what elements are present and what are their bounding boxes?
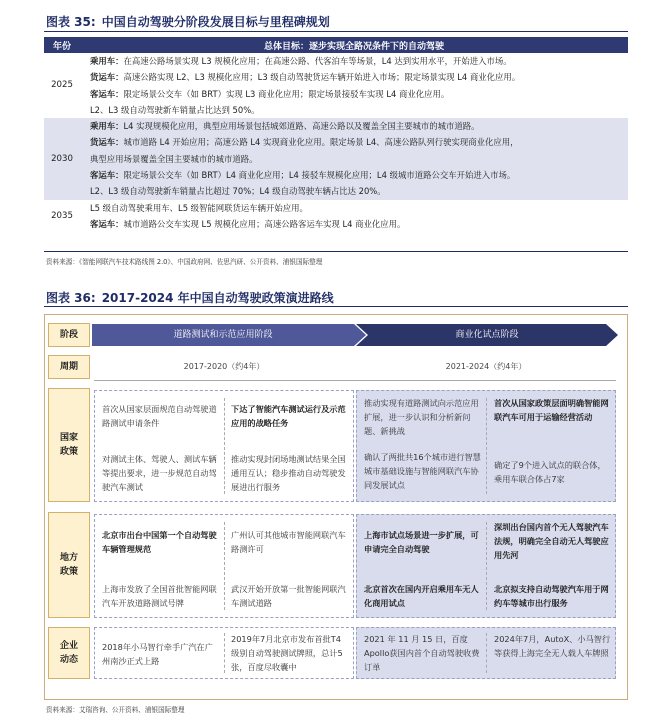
label-stage: 阶段: [48, 323, 90, 347]
row-line: L5 级自动驾驶乘用车、L5 级智能网联货运车辆开始应用。: [90, 202, 308, 213]
divider: [486, 398, 487, 494]
figure-35-title: [46, 13, 330, 30]
row-content: [80, 53, 628, 118]
row-content: [80, 200, 628, 233]
table-row: [44, 53, 628, 118]
national-item: 下达了智能汽车测试运行及示范应用的战略任务: [231, 404, 346, 428]
row-line: 客运车：限定场景公交车（如 BRT）L4 商业化应用；L4 接驳车规模化应用；L4 级城市道路公交车开始进入市场。: [90, 170, 516, 181]
national-item: 推动实现封闭场地测试结果全国通用互认；稳步推动自动驾驶发展进出行服务: [231, 454, 346, 492]
row-line: 货运车：高速公路实现 L2、L3 规模化应用；L3 级自动驾驶货运车辆开始进入市场；限定场景实现 L4 商业化应用。: [90, 72, 521, 83]
table-row: [44, 200, 628, 233]
label-enterprise: 企业动态: [48, 627, 90, 679]
header-goal: 总体目标：逐步实现全路况条件下的自动驾驶: [80, 37, 628, 53]
figure-35-rule: [44, 31, 628, 32]
figure-36-source: 资料来源：艾瑞咨询、公开资料、浦银国际整理: [46, 706, 185, 714]
row-year: 2035: [44, 200, 80, 233]
divider: [486, 633, 487, 673]
row-line: L2、L3 级自动驾驶新车销量占比超过 70%；L4 级自动驾驶车辆占比达 20%。: [90, 186, 386, 197]
row-line: L2、L3 级自动驾驶新车销量占比达到 50%。: [90, 104, 260, 115]
local-item: 广州认可其他城市智能网联汽车路测许可: [231, 530, 346, 554]
row-line: 乘用车：L4 实现规模化应用，典型应用场景包括城郊道路、高速公路以及覆盖全国主要城市的城市道路。: [90, 121, 480, 132]
national-item: 首次从国家层面规范自动驾驶道路测试申请条件: [102, 404, 217, 428]
enterprise-item: 2018年小马智行牵手广汽在广州南沙正式上路: [102, 642, 213, 666]
national-item: 确定了9个进入试点的联合体，乘用车联合体占7家: [494, 460, 606, 484]
row-content: [80, 118, 628, 199]
row-line: 客运车：限定场景公交车（如 BRT）实现 L3 商业化应用；限定场景接驳车实现 L4 商业化应用。: [90, 88, 450, 99]
local-item: 上海市发放了全国首批智能网联汽车开放道路测试号牌: [102, 584, 217, 608]
local-item: 北京首次在国内开启乘用车无人化商用试点: [364, 584, 479, 608]
local-item: 北京拟支持自动驾驶汽车用于网约车等城市出行服务: [494, 584, 609, 608]
row-line: 货运车：城市道路 L4 开始应用；高速公路 L4 实现商业化应用。限定场景 L4、高速公路队列行驶实现商业化应用，: [90, 137, 519, 148]
divider: [224, 522, 225, 610]
figure-35-label: 图表 35:: [46, 15, 96, 29]
table-header-row: [44, 37, 628, 53]
figure-35-caption: 中国自动驾驶分阶段发展目标与里程碑规划: [101, 15, 330, 29]
enterprise-item: 2021 年 11 月 15 日，百度Apollo获国内首个自动驾驶收费订单: [364, 634, 480, 672]
national-item: 推动实现有道路测试向示范应用扩展，进一步认识和分析新问题、新挑战: [364, 398, 479, 436]
row-line: 客运车：城市道路公交车实现 L5 规模化应用；高速公路客运车实现 L4 商业化应用。: [90, 218, 406, 229]
milestone-table: [44, 37, 628, 232]
row-line: 典型应用场景覆盖全国主要城市的城市道路。: [90, 153, 258, 164]
local-item: 武汉开始开放第一批智能网联汽车测试道路: [231, 584, 346, 608]
period-2: 2021-2024（约4年）: [445, 362, 527, 371]
period-1: 2017-2020（约4年）: [183, 362, 265, 371]
divider: [486, 522, 487, 610]
national-item: 确认了两批共16个城市进行智慧城市基础设施与智能网联汽车协同发展试点: [364, 452, 481, 490]
table-bottom-rule: [44, 251, 628, 252]
row-year: 2030: [44, 118, 80, 199]
row-year: 2025: [44, 53, 80, 118]
local-item: 上海市试点场景进一步扩展，可申请完全自动驾驶: [364, 530, 479, 554]
header-year: 年份: [44, 37, 80, 53]
divider: [224, 633, 225, 673]
national-item: 对测试主体、驾驶人、测试车辆等提出要求，进一步规范自动驾驶汽车测试: [102, 454, 217, 492]
table-row: [44, 118, 628, 199]
figure-36-rule: [44, 306, 628, 307]
label-national-policy: 国家政策: [48, 388, 90, 502]
local-item: 深圳出台国内首个无人驾驶汽车法规，明确完全自动无人驾驶应用先河: [494, 522, 609, 560]
stage-2-label: 商业化试点阶段: [455, 330, 519, 340]
stage-1-label: 道路测试和示范应用阶段: [173, 330, 273, 340]
label-local-policy: 地方政策: [48, 512, 90, 618]
label-period: 周期: [48, 355, 90, 379]
national-item: 首次从国家政策层面明确智能网联汽车可用于运输经营活动: [494, 398, 609, 422]
enterprise-item: 2019年7月北京市发布首批T4级别自动驾驶测试牌照，总计5张，百度尽收囊中: [231, 634, 343, 672]
enterprise-item: 2024年7月，AutoX、小马智行等获得上海完全无人载人车牌照: [494, 634, 611, 658]
figure-36-title: [46, 289, 334, 306]
local-item: 北京市出台中国第一个自动驾驶车辆管理规范: [102, 530, 217, 554]
figure-36-label: 图表 36:: [46, 291, 96, 305]
figure-36-caption: 2017-2024 年中国自动驾驶政策演进路线: [101, 291, 334, 305]
row-line: 乘用车：在高速公路场景实现 L3 规模化应用；在高速公路、代客泊车等场景，L4 达到实用水平，开始进入市场。: [90, 56, 512, 66]
figure-35-source: 资料来源：《智能网联汽车技术路线图 2.0》、中国政府网、佐思汽研、公开资料、浦银国际整理: [46, 258, 323, 266]
period-line: [94, 380, 616, 381]
divider: [224, 398, 225, 494]
